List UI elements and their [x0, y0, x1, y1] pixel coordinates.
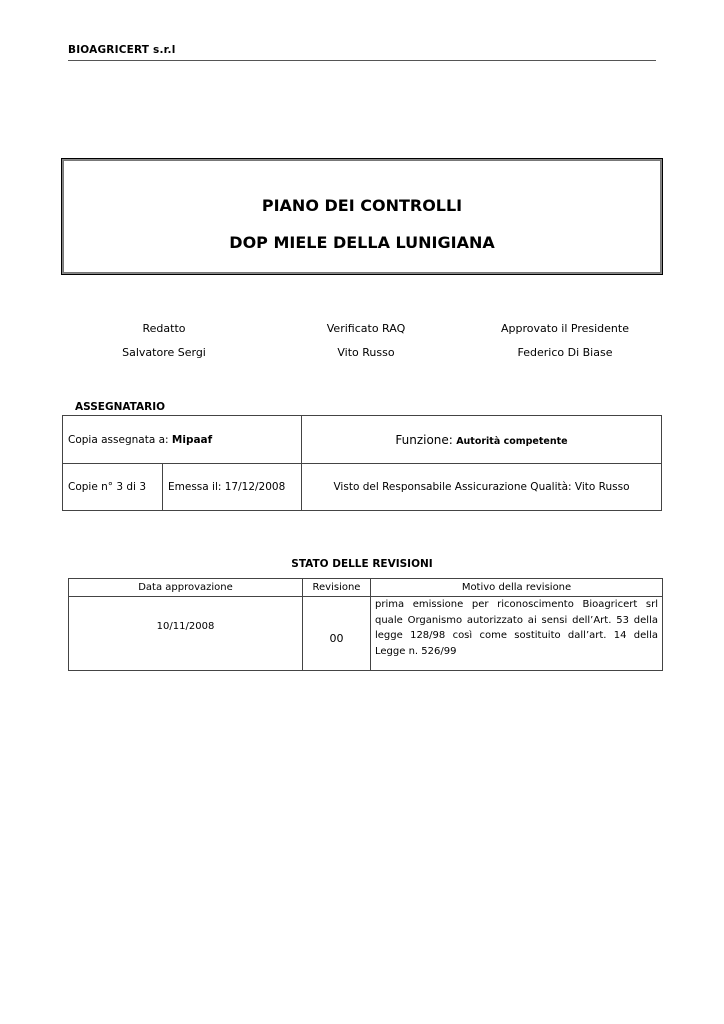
- header-divider: [68, 60, 656, 61]
- document-title: PIANO DEI CONTROLLI: [261, 196, 463, 215]
- title-box-frame: [63, 160, 661, 273]
- copia-label: Copia assegnata a:: [68, 433, 169, 446]
- copia-value: Mipaaf: [171, 433, 213, 446]
- company-header: BIOAGRICERT s.r.l: [68, 44, 176, 56]
- emessa-cell: Emessa il: 17/12/2008: [163, 464, 302, 511]
- signature-role-approvato: Approvato il Presidente: [501, 322, 629, 335]
- copie-cell: Copie n° 3 di 3: [63, 464, 163, 511]
- col-header-revisione: Revisione: [303, 579, 371, 597]
- signature-role-redatto: Redatto: [142, 322, 186, 335]
- cell-revisione: 00: [303, 597, 371, 671]
- cell-data-approvazione: 10/11/2008: [69, 597, 303, 671]
- signature-name-verificato: Vito Russo: [337, 346, 395, 359]
- signature-name-approvato: Federico Di Biase: [517, 346, 613, 359]
- table-row: [69, 579, 663, 597]
- visto-cell: Visto del Responsabile Assicurazione Qualità: Vito Russo: [302, 464, 662, 511]
- title-box: [61, 158, 663, 275]
- funzione-label: Funzione:: [395, 432, 453, 447]
- signature-name-redatto: Salvatore Sergi: [122, 346, 206, 359]
- table-row: [63, 416, 662, 464]
- revisioni-label: STATO DELLE REVISIONI: [291, 558, 433, 570]
- funzione-value: Autorità competente: [456, 435, 568, 447]
- table-row: [69, 597, 663, 671]
- col-header-data: Data approvazione: [69, 579, 303, 597]
- revisioni-table: [68, 578, 663, 671]
- assegnatario-label: ASSEGNATARIO: [75, 401, 166, 413]
- assegnatario-table: [62, 415, 662, 511]
- cell-motivo: prima emissione per riconoscimento Bioagricert srl quale Organismo autorizzato ai sensi dell’Art. 53 della legge 128/98 così come sostituito dall’art. 14 della Legge n. 526/99: [371, 597, 663, 671]
- copia-assegnata-cell: [63, 416, 302, 464]
- funzione-cell: [302, 416, 662, 464]
- table-row: [63, 464, 662, 511]
- signature-role-verificato: Verificato RAQ: [326, 322, 406, 335]
- col-header-motivo: Motivo della revisione: [371, 579, 663, 597]
- document-subtitle: DOP MIELE DELLA LUNIGIANA: [229, 233, 495, 252]
